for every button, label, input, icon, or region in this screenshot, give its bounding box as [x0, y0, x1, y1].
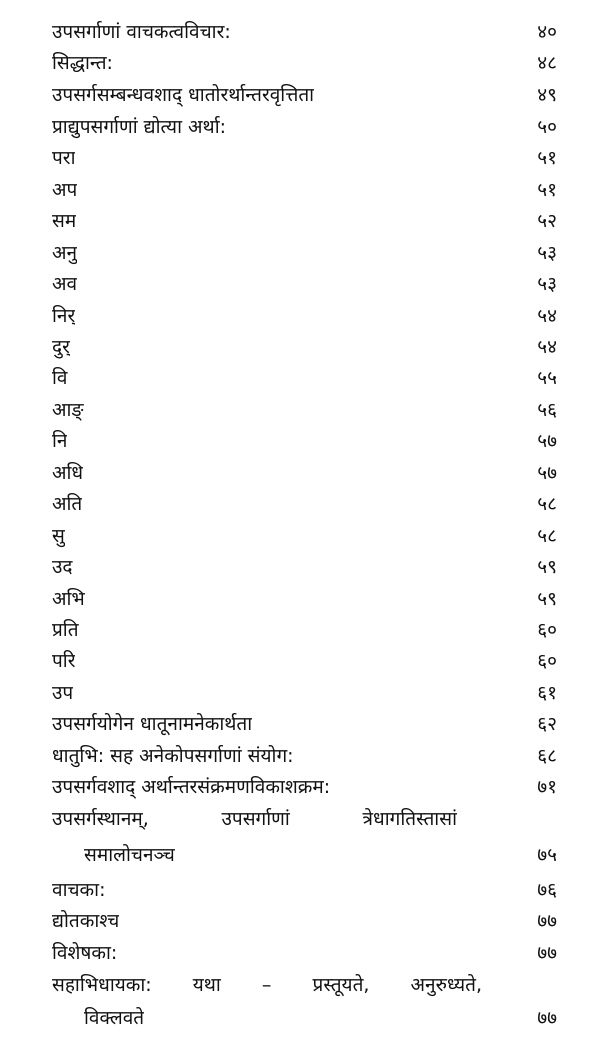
- toc-entry-title: सम: [52, 210, 77, 232]
- toc-row: [52, 645, 557, 677]
- toc-entry-title: दुर्: [52, 336, 70, 358]
- toc-row: [52, 79, 557, 111]
- toc-entry-title: उपसर्गवशाद् अर्थान्तरसंक्रमणविकाशक्रम:: [52, 776, 331, 798]
- toc-page-number: ६०: [537, 619, 557, 641]
- toc-entry-title: द्योतकाश्च: [52, 910, 120, 932]
- toc-entry-title: अनु: [52, 242, 78, 264]
- toc-page-number: ५५: [537, 367, 557, 389]
- toc-entry-title: परि: [52, 650, 76, 672]
- toc-entry-title: अभि: [52, 588, 85, 610]
- toc-page-number: ७७: [537, 942, 557, 964]
- toc-page-number: ५९: [537, 556, 557, 578]
- toc-entry-title: वि: [52, 367, 68, 389]
- toc-row: [52, 300, 557, 332]
- toc-entry-title: प्राद्युपसर्गाणां द्योत्या अर्था:: [52, 116, 227, 138]
- toc-entry-title: उप: [52, 682, 74, 704]
- toc-page-number: ६०: [537, 650, 557, 672]
- toc-row: [52, 47, 557, 79]
- toc-row: [52, 268, 557, 300]
- toc-page-number: ५४: [537, 336, 557, 358]
- toc-entry-title: उपसर्गयोगेन धातूनामनेकार्थता: [52, 713, 253, 735]
- toc-entry-title: उपसर्गसम्बन्धवशाद् धातोरर्थान्तरवृत्तिता: [52, 84, 315, 106]
- toc-row: [52, 771, 557, 803]
- toc-entry-title: अति: [52, 493, 83, 515]
- toc-page-number: ७५: [537, 844, 557, 866]
- toc-row: [52, 969, 557, 1001]
- toc-entry-title: समालोचनञ्च: [84, 844, 175, 866]
- toc-row: [52, 111, 557, 143]
- toc-row: [52, 740, 557, 772]
- toc-page-number: ५८: [537, 525, 557, 547]
- toc-entry-title: आङ्: [52, 399, 84, 421]
- toc-entry-title: उपसर्गस्थानम्, उपसर्गाणां त्रेधागतिस्तासां: [52, 808, 457, 830]
- toc-row: [52, 677, 557, 709]
- toc-entry-title: उद: [52, 556, 73, 578]
- toc-page-number: ६२: [537, 713, 557, 735]
- toc-row: [52, 457, 557, 489]
- toc-row: [52, 237, 557, 269]
- toc-page-number: ५८: [537, 493, 557, 515]
- toc-row: [52, 142, 557, 174]
- toc-row: [52, 205, 557, 237]
- toc-entry-title: वाचका:: [52, 879, 106, 901]
- toc-page-number: ५६: [537, 399, 557, 421]
- toc-row: [52, 1002, 557, 1034]
- toc-page-number: ४०: [537, 21, 557, 43]
- toc-row: [52, 937, 557, 969]
- toc-entry-title: विशेषका:: [52, 942, 118, 964]
- toc-page-number: ७६: [537, 879, 557, 901]
- toc-entry-title: अव: [52, 273, 78, 295]
- toc-row: [52, 16, 557, 48]
- toc-page-number: ५३: [537, 242, 557, 264]
- toc-entry-title: परा: [52, 147, 76, 169]
- toc-row: [52, 362, 557, 394]
- toc-page-number: ४८: [537, 52, 557, 74]
- toc-row: [52, 905, 557, 937]
- toc-row: [52, 551, 557, 583]
- toc-page-number: ६८: [537, 745, 557, 767]
- toc-row: [52, 583, 557, 615]
- toc-entry-title: प्रति: [52, 619, 79, 641]
- toc-entry-title: धातुभि: सह अनेकोपसर्गाणां संयोग:: [52, 745, 294, 767]
- toc-page-number: ५९: [537, 588, 557, 610]
- toc-page-number: ५१: [537, 147, 557, 169]
- toc-entry-title: अप: [52, 179, 78, 201]
- toc-row: [52, 839, 557, 871]
- toc-page-number: ५३: [537, 273, 557, 295]
- toc-row: [52, 394, 557, 426]
- toc-page-number: ५२: [537, 210, 557, 232]
- toc-page-number: ५७: [537, 462, 557, 484]
- toc-entry-title: निर्: [52, 305, 76, 327]
- toc-row: [52, 708, 557, 740]
- toc-entry-title: नि: [52, 430, 68, 452]
- toc-row: [52, 520, 557, 552]
- toc-entry-title: उपसर्गाणां वाचकत्वविचार:: [52, 21, 231, 43]
- toc-page-number: ७७: [537, 910, 557, 932]
- toc-page-number: ७७: [537, 1007, 557, 1029]
- toc-row: [52, 425, 557, 457]
- toc-page-number: ७१: [537, 776, 557, 798]
- toc-row: [52, 174, 557, 206]
- toc-page-number: ५४: [537, 305, 557, 327]
- toc-row: [52, 874, 557, 906]
- toc-page-number: ५०: [537, 116, 557, 138]
- toc-entry-title: अधि: [52, 462, 84, 484]
- toc-page-number: ४९: [537, 84, 557, 106]
- toc-entry-title: सु: [52, 525, 65, 547]
- toc-row: [52, 803, 557, 835]
- toc-entry-title: विक्लवते: [84, 1007, 145, 1029]
- toc-row: [52, 331, 557, 363]
- toc-row: [52, 488, 557, 520]
- toc-row: [52, 614, 557, 646]
- toc-entry-title: सिद्धान्त:: [52, 52, 113, 74]
- toc-page-number: ५१: [537, 179, 557, 201]
- toc-page-number: ५७: [537, 430, 557, 452]
- toc-entry-title: सहाभिधायका: यथा – प्रस्तूयते, अनुरुध्यते,: [52, 974, 482, 996]
- toc-page-number: ६१: [537, 682, 557, 704]
